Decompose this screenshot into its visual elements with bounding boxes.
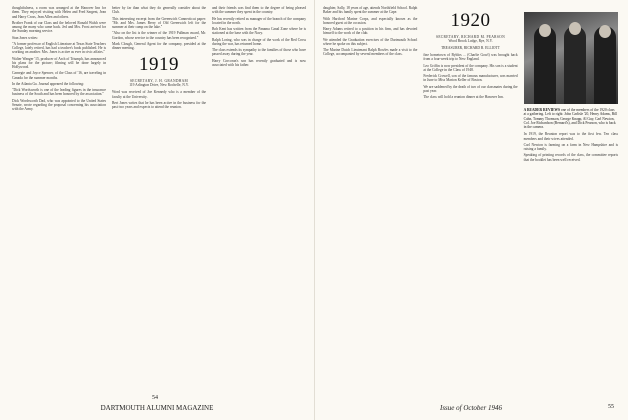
paragraph: We are saddened by the death of two of our classmates during the past year. [423,84,518,93]
paragraph: The class will hold a reunion dinner at the Hanover Inn. [423,95,504,99]
paragraph: This interesting excerpt from the Greenwich Connecticut paper: "Mr. and Mrs. James Berry of Old Greenwich left for the summer at their camp on the lake." [112,16,206,29]
left-column-1 [12,6,106,113]
paragraph: Carl Newton is farming on a farm in New Hampshire and is raising a family. [523,142,618,151]
right-column-3 [524,6,618,164]
right-page [314,0,628,420]
caption-lead: A READER REVIEWS [523,108,561,112]
paragraph: better by far than what they do generally consider about the Club. [112,6,206,15]
secretary-line: SECRETARY, J. H. GRANDHAM [129,79,189,84]
paragraph: Mark Clough, General Agent for the company, presided at the dinner meeting. [112,41,206,50]
paragraph: daughter, Sally, 18 years of age, attends Northfield School. Ralph Baker and his family spent the summer at the Cape. [323,6,418,15]
paragraph: "Dick Wordsworth is one of the leading figures in the insurance business of the South and has been honored by the association." [12,88,106,97]
issue-date: Issue of October 1946 [439,404,503,412]
photo-head [599,25,611,38]
right-columns [323,6,618,164]
photo-figure [534,26,556,104]
secretary-address: 119 Arlington Drive, New Rochelle, N.Y. [129,83,189,88]
photo-head [569,22,581,35]
paragraph: "Also on the list is the winner of the 1919 Pullman award, Mr. Gordon, whose service to the country has been recognized." [112,31,206,40]
photo-caption [524,108,618,129]
left-footer [0,395,314,412]
paragraph: Bob Kent has written from the Panama Canal Zone where he is stationed at the base with the Navy. [212,27,306,36]
treasurer-line: TREASURER, RICHARD B. ELLIOTT [441,46,500,50]
paragraph: Frederick Crowell, son of the famous manufacturer, was married in June to Miss Marion Keller of Boston. [423,74,518,83]
paragraph: We attended the Graduation exercises of the Dartmouth School where he spoke on this subject. [323,37,418,46]
paragraph: Speaking of printing records of the class, the committee reports that the booklet has been well received. [523,153,618,162]
paragraph: The class extends its sympathy to the families of those who have passed away during the year. [212,48,306,57]
photo-figure [564,26,586,104]
paragraph: In the Atlanta Ga. Journal appeared the following: [12,81,85,86]
secretary-address: Wood Brook Lodge, Rye, N.Y. [448,39,493,43]
paragraph: In 1919, the Reunion report was to the first few. Ten class members and their wives attended. [523,132,618,141]
paragraph: Leo Griffin is now president of the company. His son is a student at the College in the Class of 1948. [423,63,518,72]
class-year-heading: 1920 [450,10,491,31]
right-column-2 [423,6,517,164]
paragraph: Harry Adams retired to a position in his firm, and has devoted himself to the work of the club. [323,27,418,36]
paragraph: Stan Jones writes: [12,35,38,40]
left-columns [12,6,306,113]
photo-head [539,24,551,37]
magazine-title: DARTMOUTH ALUMNI MAGAZINE [100,404,214,412]
left-column-2 [112,6,206,113]
paragraph: Carnegie and Joyce Spencer, of the Class of '16, are traveling in Canada for the summer months. [12,71,106,80]
paragraph: The Marine Dutch Lieutenant Ralph Bowles made a visit to the College, accompanied by several members of the class. [323,48,418,57]
paragraph: fine hometown of Byblos ... (Charlie Gowl) was brought back from a four-week trip to New England. [423,53,518,62]
class-group-photo [524,12,618,104]
secretary-line: SECRETARY, RICHARD M. PEARSON [436,35,505,39]
paragraph: "A former professor of English Literature at Texas State Teachers College, lately retired, has had a teacher's book published. He is working on another. Mrs. Jones is active as ever in civic affairs." [12,41,106,55]
paragraph: Dick Wordsworth Dad, who was appointed to the United States Senate, wrote regarding the proposal concerning his association with the Army. [12,98,106,111]
paragraph: and their friends was find them to the degree of being pleased with the summer they spent in the country. [212,6,306,15]
paragraph: Bert Jones writes that he has been active in the business for the past two years and expects to attend the reunion. [112,100,206,109]
right-column-1 [323,6,417,164]
paragraph: Walter Wanger '15, producer of Arch of Triumph, has announced his plans for the picture; filming will be done largely in Hollywood. [12,56,106,69]
class-year-heading: 1919 [139,54,179,76]
paragraph: Ralph Loring, who was in charge of the work of the Red Cross during the war, has returned home. [212,37,306,46]
paragraph: Word was received of Joe Kennedy who is a member of the faculty at the University. [112,90,206,99]
paragraph: thoughtfulness, a room was arranged at the Hanover Inn for them. They enjoyed visiting with Helen and Fred Sargent, Jean and Harry Cross, Jean Allen and others. [12,6,106,19]
left-column-3 [212,6,306,113]
paragraph: With Hartford Marine Corps, and especially known as the honored guest at the occasion. [323,16,418,25]
paragraph: Harry Corcoran's son has recently graduated and is now associated with his father. [212,58,306,67]
paragraph: Brother Frank of our Class and the beloved Ronald Walsh were among the many who came back. Jed and Mrs. Frost arrived for the Sunday morning service. [12,20,106,34]
paragraph: He has recently retired as manager of the branch of the company located in the north. [212,16,306,25]
right-footer [314,404,628,412]
page-number: 55 [608,404,614,410]
caption-text: one of the members of the 1920 class at a gathering. Left to right: John Carlisle '20, Henry Adams, Bill Cahn, Tommy Thomson, George Knapp, Al Guy, Carl Newton, Col. Joe Richardson (Bernard's), and Dick Pearson, who is back in the camera. [523,108,618,129]
page-number: 54 [152,395,158,401]
